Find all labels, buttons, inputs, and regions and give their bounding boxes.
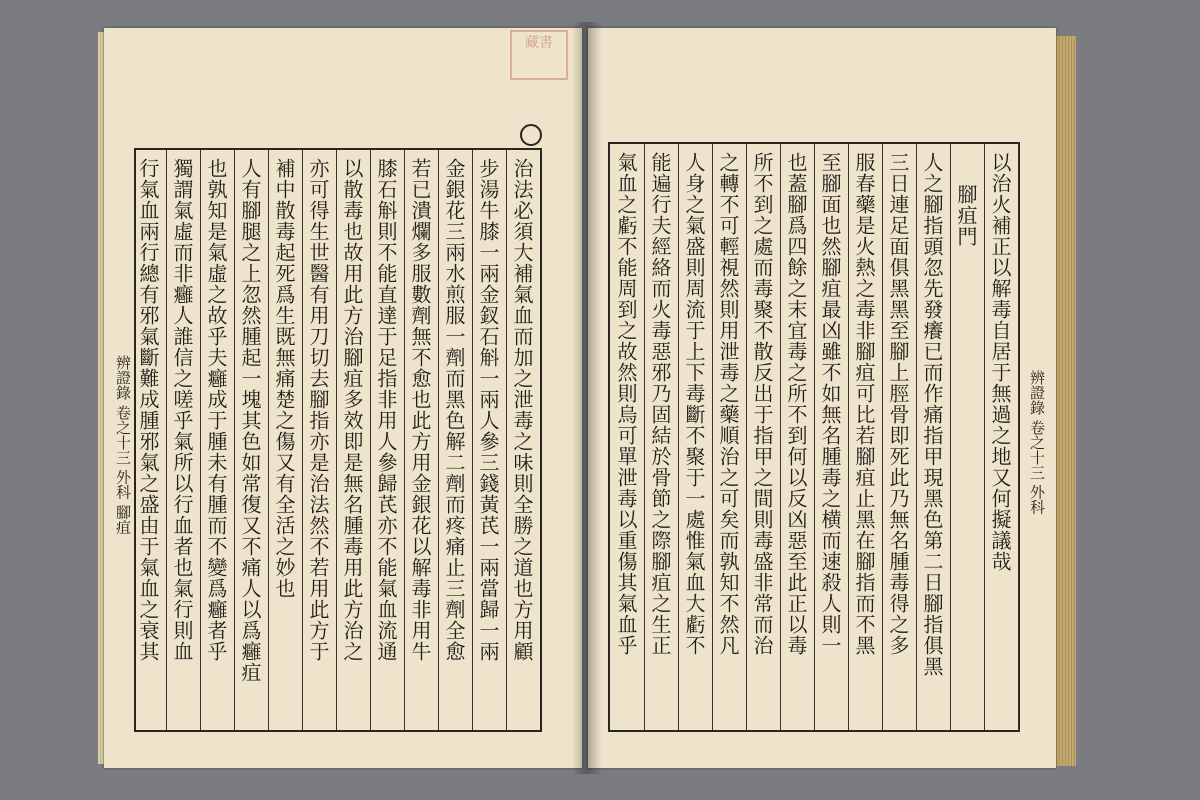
right-text-frame — [608, 142, 1020, 732]
left-page — [104, 28, 582, 768]
text-column: 補中散毒起死爲生既無痛楚之傷又有全活之妙也 — [268, 150, 302, 730]
text-column: 人有腳腿之上忽然腫起一塊其色如常復又不痛人以爲癰疽 — [234, 150, 268, 730]
text-column: 人之腳指頭忽先發癢已而作痛指甲現黑色第二日腳指俱黑 — [916, 144, 950, 730]
left-text-frame — [134, 148, 542, 732]
text-column: 亦可得生世醫有用刀切去腳指亦是治法然不若用此方于 — [302, 150, 336, 730]
text-column: 若已潰爛多服數劑無不愈也此方用金銀花以解毒非用牛 — [404, 150, 438, 730]
text-column: 治法必須大補氣血而加之泄毒之味則全勝之道也方用顧 — [506, 150, 540, 730]
text-column: 金銀花三兩水煎服一劑而黑色解二劑而疼痛止三劑全愈 — [438, 150, 472, 730]
text-column: 至腳面也然腳疽最凶雖不如無名腫毒之横而速殺人則一 — [814, 144, 848, 730]
text-column: 行氣血兩行總有邪氣斷難成腫邪氣之盛由于氣血之衰其 — [136, 158, 160, 662]
text-column: 步湯牛膝一兩金釵石斛一兩人參三錢黃芪一兩當歸一兩 — [472, 150, 506, 730]
text-column: 人身之氣盛則周流于上下毒斷不聚于一處惟氣血大虧不 — [678, 144, 712, 730]
collector-seal-stamp: 藏書 — [510, 30, 568, 80]
page-edges-right — [1054, 36, 1076, 766]
text-column: 之轉不可輕視然則用泄毒之藥順治之可矣而孰知不然凡 — [712, 144, 746, 730]
open-book — [98, 22, 1078, 774]
text-column: 以散毒也故用此方治腳疽多效即是無名腫毒用此方治之 — [336, 150, 370, 730]
text-column: 也孰知是氣虛之故乎夫癰成于腫未有腫而不變爲癰者乎 — [200, 150, 234, 730]
text-column: 獨謂氣虛而非癰人誰信之嗟乎氣所以行血者也氣行則血 — [166, 150, 200, 730]
text-column: 以治火補正以解毒自居于無過之地又何擬議哉 — [984, 144, 1018, 730]
text-column: 氣血之虧不能周到之故然則烏可單泄毒以重傷其氣血乎 — [614, 152, 638, 656]
margin-label: 辨證錄 卷之十三 外科 — [1018, 142, 1048, 732]
text-column: 服春藥是火熱之毒非腳疽可比若腳疽止黑在腳指而不黑 — [848, 144, 882, 730]
text-column: 也蓋腳爲四餘之末宜毒之所不到何以反凶惡至此正以毒 — [780, 144, 814, 730]
right-page — [588, 28, 1056, 768]
text-column: 能遍行夫經絡而火毒惡邪乃固結於骨節之際腳疽之生正 — [644, 144, 678, 730]
text-column: 所不到之處而毒聚不散反出于指甲之間則毒盛非常而治 — [746, 144, 780, 730]
margin-label: 辨證錄 卷之十三 外科 腳疽 — [114, 355, 132, 535]
circle-mark — [520, 124, 542, 146]
section-heading: 腳疽門 — [950, 144, 984, 730]
text-column: 膝石斛則不能直達于足指非用人參歸芪亦不能氣血流通 — [370, 150, 404, 730]
text-column: 三日連足面俱黑黑至腳上脛骨即死此乃無名腫毒得之多 — [882, 144, 916, 730]
